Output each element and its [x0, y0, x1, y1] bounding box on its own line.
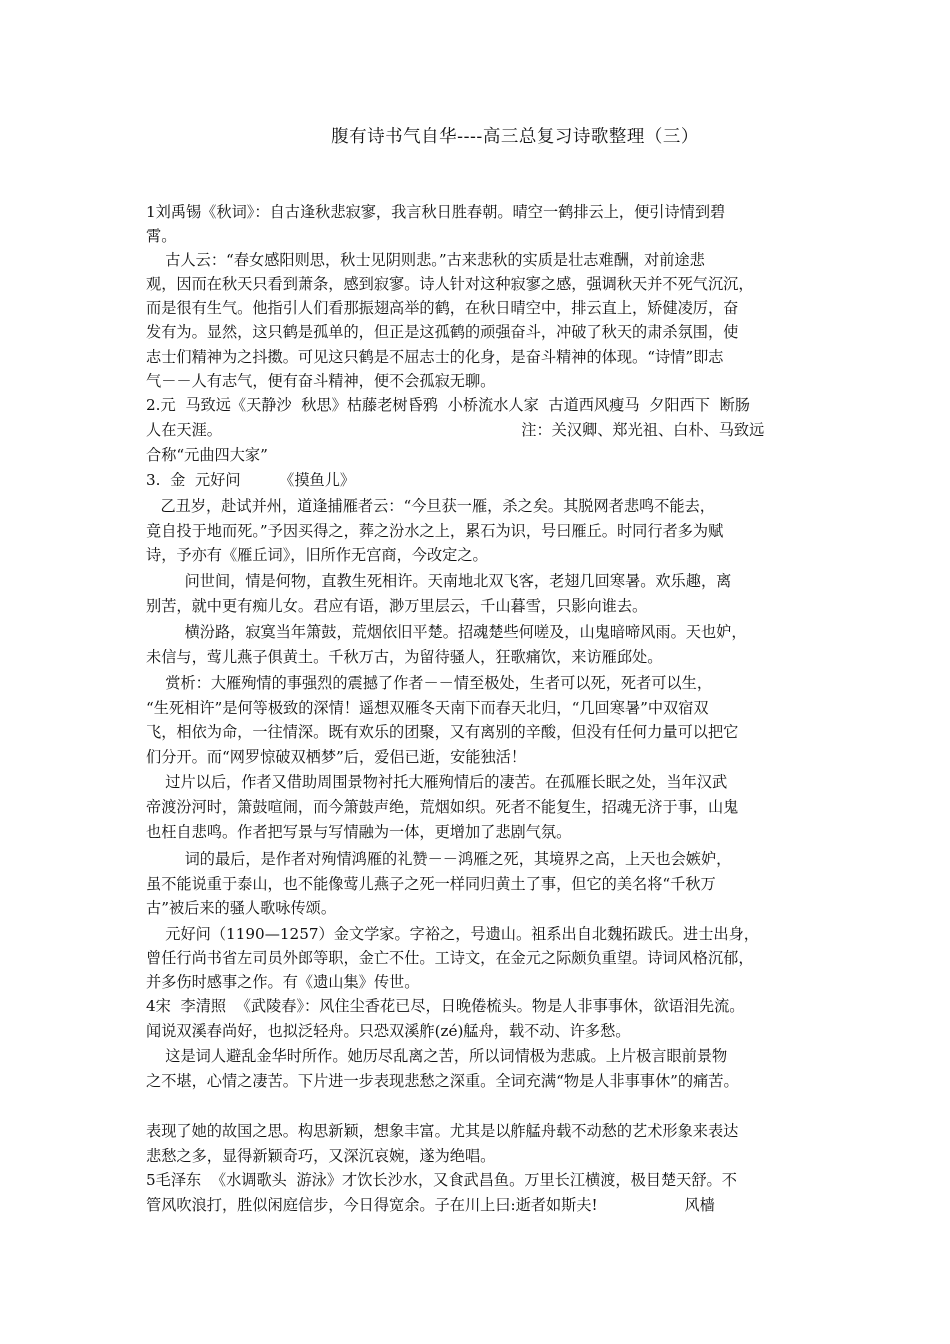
- text-line: 闻说双溪春尚好，也拟泛轻舟。只恐双溪舴(zé)艋舟，载不动、许多愁。: [146, 1022, 631, 1040]
- text-line: 过片以后，作者又借助周围景物衬托大雁殉情后的凄苦。在孤雁长眠之处，当年汉武: [146, 773, 728, 791]
- text-line: 霄。: [146, 227, 177, 245]
- text-line: 2.元 马致远《天静沙 秋思》枯藤老树昏鸦 小桥流水人家 古道西风瘦马 夕阳西下 断肠: [146, 396, 750, 414]
- text-line: 飞，相依为命，一往情深。既有欢乐的团聚，又有离别的辛酸，但没有任何力量可以把它: [146, 723, 739, 741]
- text-line: 发有为。显然，这只鹤是孤单的，但正是这孤鹤的顽强奋斗，冲破了秋天的肃杀氛围，使: [146, 323, 739, 341]
- text-line: 这是词人避乱金华时所作。她历尽乱离之苦，所以词情极为悲戚。上片极言眼前景物: [146, 1047, 728, 1065]
- text-line: 悲愁之多，显得新颖奇巧，又深沉哀婉，遂为绝唱。: [146, 1147, 496, 1165]
- text-line: 竟自投于地而死。”予因买得之，葬之汾水之上，累石为识，号曰雁丘。时同行者多为赋: [146, 522, 724, 540]
- text-line: 们分开。而“网罗惊破双栖梦”后，爱侣已逝，安能独活！: [146, 748, 527, 766]
- text-line: “生死相许”是何等极致的深情！遥想双雁冬天南下而春天北归，“几回寒暑”中双宿双: [146, 699, 709, 717]
- text-line: 横汾路，寂寞当年箫鼓，荒烟依旧平楚。招魂楚些何嗟及，山鬼暗啼风雨。天也妒，: [146, 623, 747, 641]
- text-line: 1刘禹锡《秋词》：自古逢秋悲寂寥，我言秋日胜春朝。晴空一鹤排云上，便引诗情到碧: [146, 203, 726, 221]
- text-line: 未信与，莺儿燕子俱黄土。千秋万古，为留待骚人，狂歌痛饮，来访雁邱处。: [146, 648, 663, 666]
- text-line: 5毛泽东 《水调歌头 游泳》才饮长沙水，又食武昌鱼。万里长江横渡，极目楚天舒。不: [146, 1171, 737, 1189]
- document-title: 腹有诗书气自华----高三总复习诗歌整理（三）: [331, 127, 699, 147]
- text-line: 而是很有生气。他指引人们看那振翅高举的鹤，在秋日晴空中，排云直上，矫健凌厉，奋: [146, 299, 739, 317]
- text-line: 诗，予亦有《雁丘词》，旧所作无宫商，今改定之。: [146, 546, 488, 564]
- text-line: 之不堪，心情之凄苦。下片进一步表现悲愁之深重。全词充满“物是人非事事休”的痛苦。: [146, 1072, 739, 1090]
- text-line: 4宋 李清照 《武陵春》：风住尘香花已尽，日晚倦梳头。物是人非事事休，欲语泪先流。: [146, 997, 745, 1015]
- text-line: 问世间，情是何物，直教生死相许。天南地北双飞客，老翅几回寒暑。欢乐趣，离: [146, 572, 732, 590]
- text-line: 管风吹浪打，胜似闲庭信步，今日得宽余。子在川上曰:逝者如斯夫! 风樯: [146, 1196, 715, 1214]
- text-line: 并多伤时感事之作。有《遗山集》传世。: [146, 973, 420, 991]
- text-line: 帝渡汾河时，箫鼓喧闹，而今箫鼓声绝，荒烟如织。死者不能复生，招魂无济于事，山鬼: [146, 798, 739, 816]
- text-line: 古人云：“春女感阳则思，秋士见阴则悲。”古来悲秋的实质是壮志难酬，对前途悲: [146, 251, 705, 269]
- text-line: 气－－人有志气，便有奋斗精神，便不会孤寂无聊。: [146, 372, 496, 390]
- text-line: 人在天涯。 注：关汉卿、郑光祖、白朴、马致远: [146, 421, 765, 439]
- text-line: 观，因而在秋天只看到萧条，感到寂寥。诗人针对这种寂寥之感，强调秋天并不死气沉沉，: [146, 275, 754, 293]
- text-line: 曾任行尚书省左司员外郎等职，金亡不仕。工诗文，在金元之际颇负重望。诗词风格沉郁，: [146, 949, 754, 967]
- text-line: 合称“元曲四大家”: [146, 446, 268, 464]
- text-line: 元好问（1190—1257）金文学家。字裕之，号遗山。祖系出自北魏拓跋氏。进士出身，: [146, 925, 759, 943]
- text-line: 赏析：大雁殉情的事强烈的震撼了作者－－情至极处，生者可以死，死者可以生，: [146, 674, 713, 692]
- text-line: 词的最后，是作者对殉情鸿雁的礼赞－－鸿雁之死，其境界之高，上天也会嫉妒，: [146, 850, 732, 868]
- text-line: 虽不能说重于泰山，也不能像莺儿燕子之死一样同归黄土了事，但它的美名将“千秋万: [146, 875, 716, 893]
- text-line: 也枉自悲鸣。作者把写景与写情融为一体，更增加了悲剧气氛。: [146, 823, 572, 841]
- text-line: 别苦，就中更有痴儿女。君应有语，渺万里层云，千山暮雪，只影向谁去。: [146, 597, 648, 615]
- text-line: 古”被后来的骚人歌咏传颂。: [146, 899, 337, 917]
- text-line: 志士们精神为之抖擞。可见这只鹤是不屈志士的化身，是奋斗精神的体现。“诗情”即志: [146, 348, 724, 366]
- text-line: 乙丑岁，赴试并州，道逢捕雁者云：“今旦获一雁，杀之矣。其脱网者悲鸣不能去，: [146, 497, 715, 515]
- text-line: 表现了她的故国之思。构思新颖，想象丰富。尤其是以舴艋舟载不动愁的艺术形象来表达: [146, 1122, 739, 1140]
- text-line: 3. 金 元好问 《摸鱼儿》: [146, 471, 356, 489]
